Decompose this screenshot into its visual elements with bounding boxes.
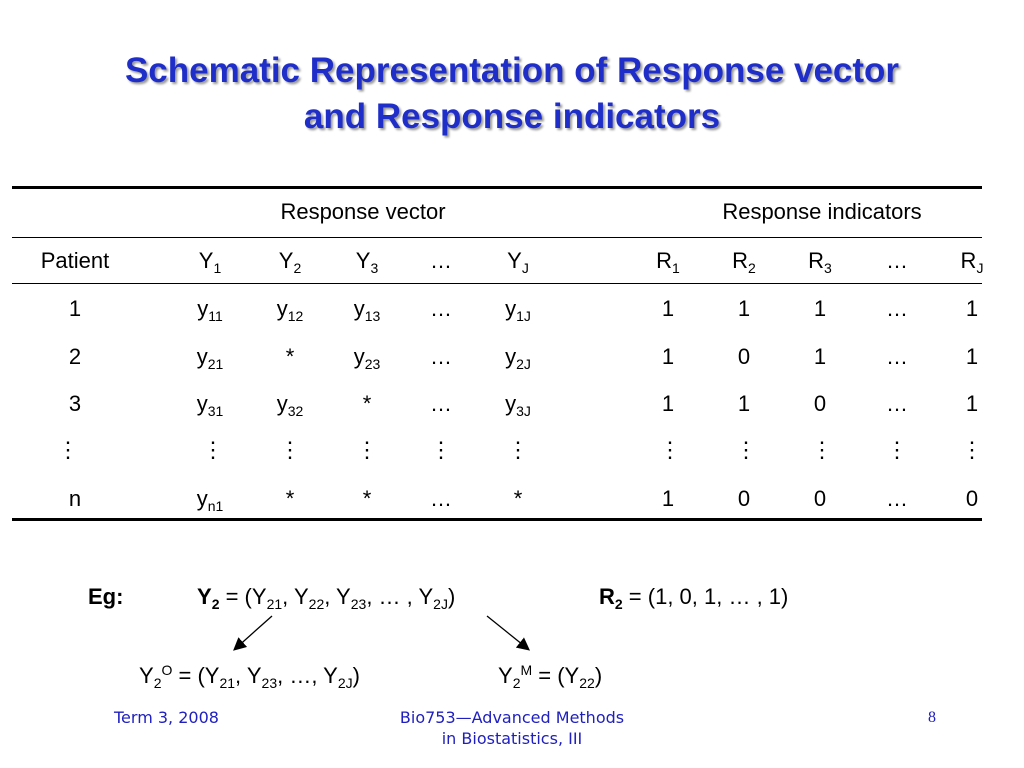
vertical-ellipsis: ⋮ [507, 437, 529, 462]
cell-indicator-value: 0 [737, 486, 751, 511]
cell-indicator-value: … [886, 391, 908, 416]
cell-indicator-value: 0 [813, 486, 827, 511]
vertical-ellipsis: ⋮ [57, 437, 79, 462]
column-header-r-2: $R_2$ [732, 248, 756, 276]
cell-indicator-value: 1 [661, 344, 675, 369]
column-header-y-3: $Y_3$ [355, 248, 379, 276]
table-group-rule [12, 237, 982, 238]
cell-response-value: … [430, 344, 452, 369]
cell-response-value: $y_{1J}$ [505, 296, 531, 324]
vertical-ellipsis: ⋮ [279, 437, 301, 462]
cell-indicator-value: … [886, 344, 908, 369]
cell-response-value: $y_{3J}$ [505, 391, 531, 419]
cell-response-value: $y_{31}$ [196, 391, 224, 419]
cell-indicator-value: … [886, 486, 908, 511]
cell-indicator-value: … [886, 296, 908, 321]
cell-response-value: … [430, 391, 452, 416]
column-header-patient: Patient [40, 248, 110, 273]
example-missing-part: $Y_2^M = (Y_{22})$ [498, 662, 603, 691]
cell-indicator-value: 1 [965, 296, 979, 321]
cell-response-value: * [362, 486, 372, 511]
table-top-rule [12, 186, 982, 189]
cell-indicator-value: 1 [737, 296, 751, 321]
cell-patient: n [68, 486, 82, 511]
group-header-response-indicators: Response indicators [722, 199, 922, 224]
column-header-y-4: … [430, 248, 452, 273]
column-header-r-4: … [886, 248, 908, 273]
cell-response-value: $y_{23}$ [353, 344, 381, 372]
cell-indicator-value: 1 [965, 391, 979, 416]
slide-title [0, 48, 1024, 140]
cell-patient: 2 [68, 344, 82, 369]
vertical-ellipsis: ⋮ [356, 437, 378, 462]
vertical-ellipsis: ⋮ [811, 437, 833, 462]
cell-response-value: * [362, 391, 372, 416]
cell-response-value: * [285, 486, 295, 511]
cell-response-value: * [285, 344, 295, 369]
cell-response-value: $y_{21}$ [196, 344, 224, 372]
cell-response-value: … [430, 296, 452, 321]
cell-indicator-value: 1 [661, 391, 675, 416]
title-line-1: Schematic Representation of Response vector [124, 51, 900, 90]
arrow-to-missing [487, 616, 528, 649]
footer-course-line-1: Bio753—Advanced Methods [399, 708, 625, 727]
example-y2-vector: $Y_2 = (Y_{21}$, $Y_{22}$, $Y_{23}$, … , $Y_{2J}$) [197, 584, 456, 612]
column-header-y-5: $Y_J$ [507, 248, 529, 276]
cell-patient: 3 [68, 391, 82, 416]
arrow-to-observed [235, 616, 272, 649]
cell-indicator-value: 0 [965, 486, 979, 511]
column-header-y-2: $Y_2$ [278, 248, 302, 276]
cell-response-value: $y_{2J}$ [505, 344, 531, 372]
title-line-2: and Response indicators [303, 97, 721, 136]
cell-response-value: $y_{13}$ [353, 296, 381, 324]
cell-indicator-value: 1 [965, 344, 979, 369]
column-header-r-1: $R_1$ [656, 248, 680, 276]
cell-response-value: $y_{11}$ [197, 296, 223, 324]
cell-indicator-value: 1 [661, 296, 675, 321]
table-header-rule [12, 283, 982, 284]
cell-indicator-value: 1 [813, 344, 827, 369]
cell-indicator-value: 0 [737, 344, 751, 369]
page-number: 8 [928, 709, 936, 726]
table-bottom-rule [12, 518, 982, 521]
cell-indicator-value: 0 [813, 391, 827, 416]
column-header-r-5: $R_J$ [960, 248, 984, 276]
example-observed-part: $Y_2^O = (Y_{21}$, $Y_{23}$, …, $Y_{2J}$) [139, 662, 360, 691]
footer-course-line-2: in Biostatistics, III [441, 729, 583, 748]
footer-term: Term 3, 2008 [114, 708, 219, 727]
vertical-ellipsis: ⋮ [886, 437, 908, 462]
cell-response-value: $y_{12}$ [276, 296, 304, 324]
footer-course [400, 707, 624, 749]
vertical-ellipsis: ⋮ [961, 437, 983, 462]
cell-response-value: * [513, 486, 523, 511]
cell-patient: 1 [68, 296, 82, 321]
example-r2-vector: $R_2 = (1$, 0, 1, … , 1) [599, 584, 789, 612]
cell-response-value: $y_{32}$ [276, 391, 304, 419]
example-label: Eg: [88, 584, 124, 609]
cell-indicator-value: 1 [813, 296, 827, 321]
vertical-ellipsis: ⋮ [202, 437, 224, 462]
cell-response-value: … [430, 486, 452, 511]
vertical-ellipsis: ⋮ [735, 437, 757, 462]
vertical-ellipsis: ⋮ [659, 437, 681, 462]
cell-indicator-value: 1 [737, 391, 751, 416]
column-header-y-1: $Y_1$ [198, 248, 222, 276]
group-header-response-vector: Response vector [280, 199, 446, 224]
cell-response-value: $y_{n1}$ [196, 486, 224, 514]
column-header-r-3: $R_3$ [808, 248, 832, 276]
vertical-ellipsis: ⋮ [430, 437, 452, 462]
cell-indicator-value: 1 [661, 486, 675, 511]
